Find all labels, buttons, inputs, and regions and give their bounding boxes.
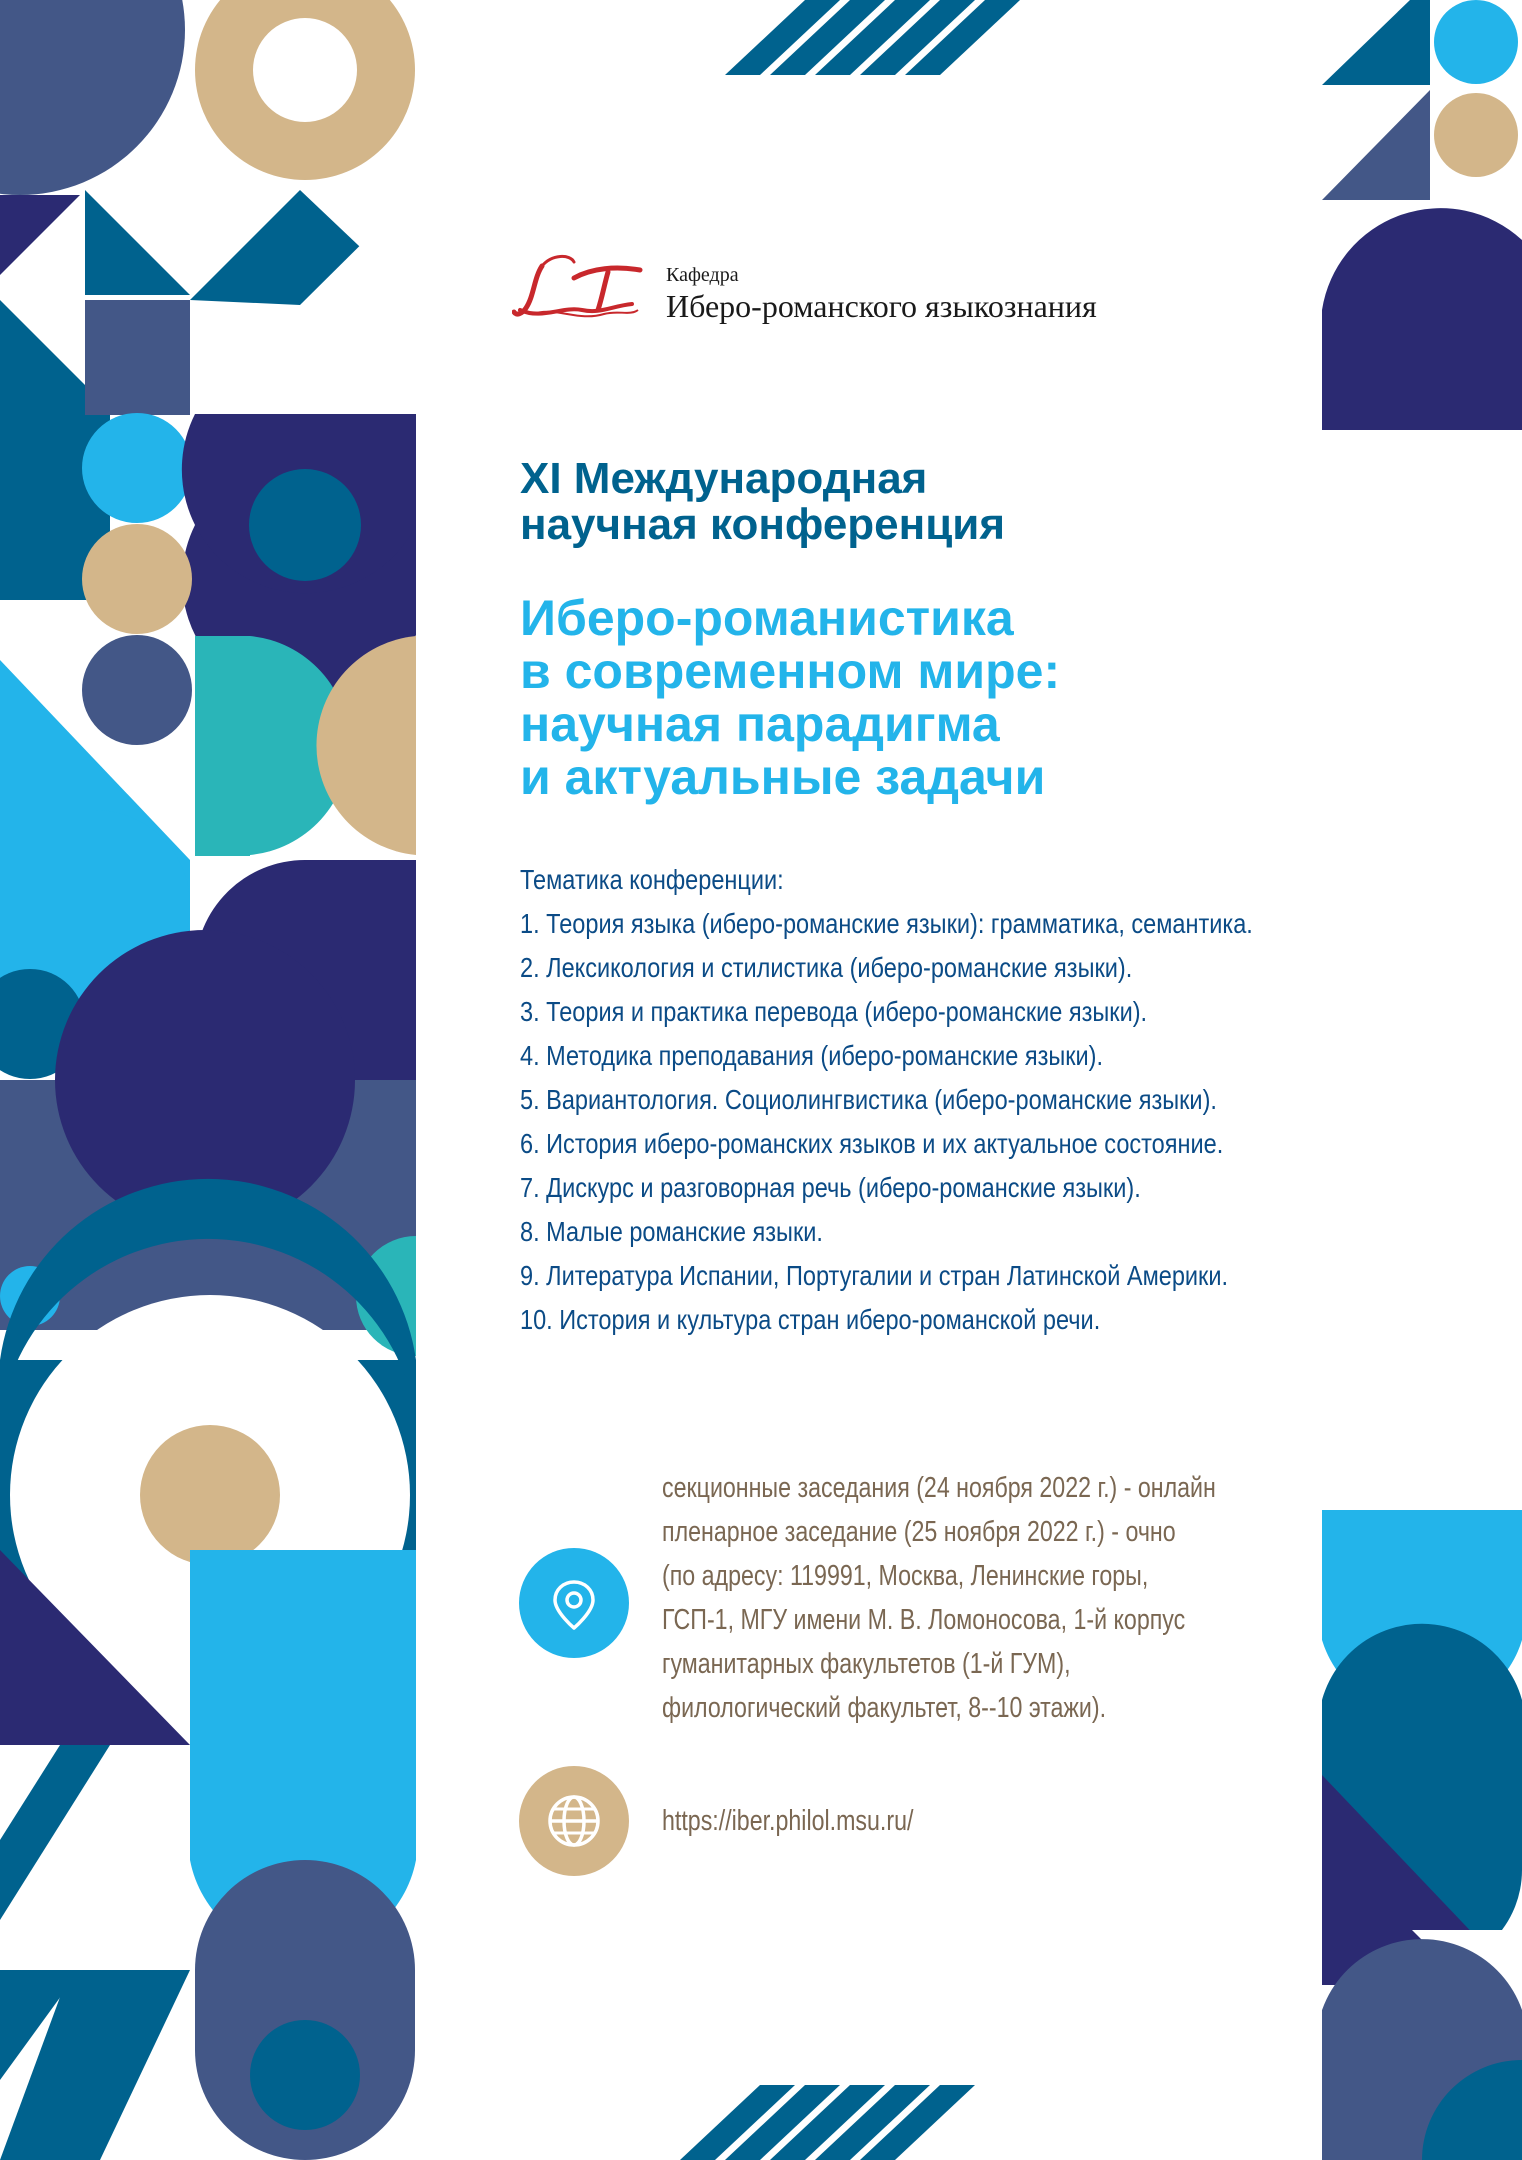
topics-list: [520, 902, 1420, 1342]
topic-item: 6. История иберо-романских языков и их актуальное состояние.: [520, 1128, 1224, 1159]
topic-item: 4. Методика преподавания (иберо-романские языки).: [520, 1040, 1104, 1071]
subtitle-line: научная парадигма: [520, 696, 1000, 752]
title-line: XI Международная: [520, 454, 928, 503]
topic-item: 7. Дискурс и разговорная речь (иберо-романские языки).: [520, 1172, 1141, 1203]
department-header: [512, 248, 1272, 338]
venue-line: пленарное заседание (25 ноября 2022 г.) - очно: [662, 1516, 1176, 1548]
topic-item: 10. История и культура стран иберо-романской речи.: [520, 1304, 1101, 1335]
title-line: научная конференция: [520, 500, 1005, 549]
stylized-LT-book-monogram: [512, 248, 652, 328]
topic-item: 9. Литература Испании, Португалии и стран Латинской Америки.: [520, 1260, 1229, 1291]
department-name: Иберо-романского языкознания: [666, 288, 1097, 324]
topic-item: 5. Вариантология. Социолингвистика (иберо-романские языки).: [520, 1084, 1217, 1115]
topic-item: 1. Теория языка (иберо-романские языки): грамматика, семантика.: [520, 908, 1253, 939]
subtitle-line: Иберо-романистика: [520, 590, 1014, 646]
venue-line: филологический факультет, 8--10 этажи).: [662, 1692, 1107, 1724]
topic-item: 8. Малые романские языки.: [520, 1216, 823, 1247]
venue-line: (по адресу: 119991, Москва, Ленинские горы,: [662, 1560, 1149, 1592]
venue-line: гуманитарных факультетов (1-й ГУМ),: [662, 1648, 1071, 1680]
topics-section: [520, 858, 1420, 1342]
topic-item: 2. Лексикология и стилистика (иберо-романские языки).: [520, 952, 1133, 983]
subtitle-line: и актуальные задачи: [520, 749, 1046, 805]
venue-line: ГСП-1, МГУ имени М. В. Ломоносова, 1-й корпус: [662, 1604, 1186, 1636]
topic-item: 3. Теория и практика перевода (иберо-романские языки).: [520, 996, 1148, 1027]
venue-details: [662, 1466, 1422, 1730]
globe-icon: [519, 1766, 629, 1876]
subtitle-line: в современном мире:: [520, 643, 1061, 699]
venue-line: секционные заседания (24 ноября 2022 г.) - онлайн: [662, 1472, 1216, 1504]
website-link[interactable]: https://iber.philol.msu.ru/: [662, 1805, 914, 1837]
topics-heading: Тематика конференции:: [520, 864, 784, 895]
department-label: Кафедра: [666, 264, 739, 286]
conference-subtitle: [520, 592, 1420, 804]
location-pin-icon: [519, 1548, 629, 1658]
conference-title: [520, 456, 1420, 548]
